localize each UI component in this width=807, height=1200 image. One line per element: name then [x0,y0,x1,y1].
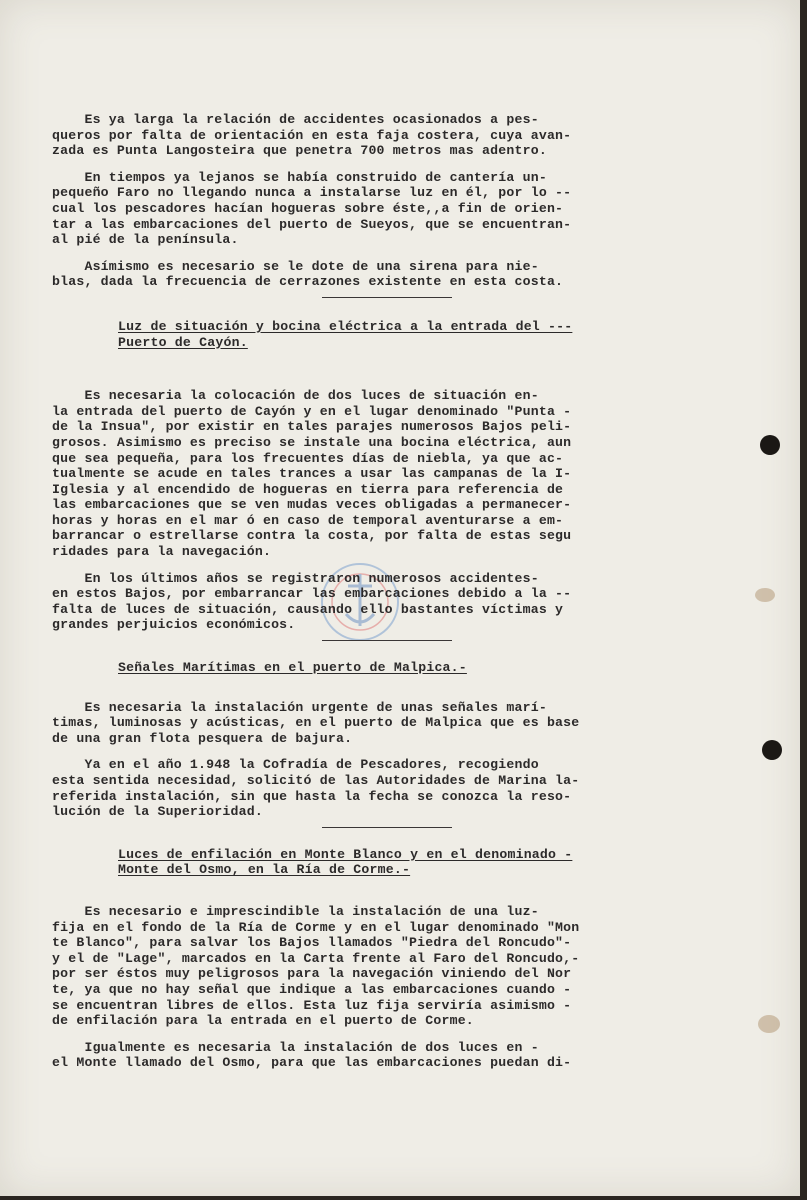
separator-rule [322,297,452,299]
rust-stain [758,1015,780,1033]
section-heading-corme: Luces de enfilación en Monte Blanco y en el denominado - Monte del Osmo, en la Ría de Corme.- [118,846,573,878]
paragraph: Es necesaria la colocación de dos luces de situación en- la entrada del puerto de Cayón y en el lugar denominado "Punta - de la Insua", por existir en tales parajes numerosos Bajos peli- grosos. Asimismo es preciso se instale una bocina eléctrica, aun que sea pequeña, para los frecuentes días de niebla, ya que ac- tualmente se acude en tales trances a usar las campanas de la I- Iglesia y al encendido de hogueras en tierra para referencia de las embarcaciones que se ven mudas veces obligadas a permanecer- horas y horas en el mar ó en caso de temporal aventurarse a em- barrancar o estrellarse contra la costa, por falta de estas segu ridades para la navegación. [52,388,572,560]
typewritten-text [52,112,680,1082]
paragraph: En los últimos años se registraron numerosos accidentes- en estos Bajos, por embarrancar las embarcaciones debido a la -- falta de luces de situación, causando ello bastantes víctimas y grandes perjuicios económicos. [52,570,572,633]
separator-rule [322,827,452,829]
rust-stain [755,588,775,602]
punch-hole [760,435,780,455]
paragraph: Ya en el año 1.948 la Cofradía de Pescadores, recogiendo esta sentida necesidad, solicitó de las Autoridades de Marina la- referida instalación, sin que hasta la fecha se conozca la reso- lución de la Superioridad. [52,757,580,820]
paragraph: Es necesario e imprescindible la instalación de una luz- fija en el fondo de la Ría de Corme y en el lugar denominado "Mon te Blanco", para salvar los Bajos llamados "Piedra del Roncudo"- y el de "Lage", marcados en la Carta frente al Faro del Roncudo,- por ser éstos muy peligrosos para la navegación viniendo del Nor te, ya que no hay señal que indique a las embarcaciones cuando - se encuentran libres de ellos. Esta luz fija serviría asimismo - de enfilación para la entrada en el puerto de Corme. [52,903,580,1029]
paragraph: En tiempos ya lejanos se había construido de cantería un- pequeño Faro no llegando nunca a instalarse luz en él, por lo -- cual los pescadores hacían hogueras sobre éste,,a fin de orien- tar a las embarcaciones del puerto de Sueyos, que se encuentran- al pié de la península. [52,169,572,248]
paragraph: Es necesaria la instalación urgente de unas señales marí- timas, luminosas y acústicas, en el puerto de Malpica que es base de una gran flota pesquera de bajura. [52,699,580,746]
separator-rule [322,640,452,642]
section-heading-malpica: Señales Marítimas en el puerto de Malpica.- [118,660,467,676]
punch-hole [762,740,782,760]
paragraph: Es ya larga la relación de accidentes ocasionados a pes- queros por falta de orientación en esta faja costera, cuya avan- zada es Punta Langosteira que penetra 700 metros mas adentro. [52,112,572,159]
section-heading-cayon: Luz de situación y bocina eléctrica a la entrada del --- Puerto de Cayón. [118,318,573,350]
paragraph: Igualmente es necesaria la instalación de dos luces en - el Monte llamado del Osmo, para que las embarcaciones puedan di- [52,1039,572,1071]
paragraph: Asímismo es necesario se le dote de una sirena para nie- blas, dada la frecuencia de cerrazones existente en esta costa. [52,258,564,290]
